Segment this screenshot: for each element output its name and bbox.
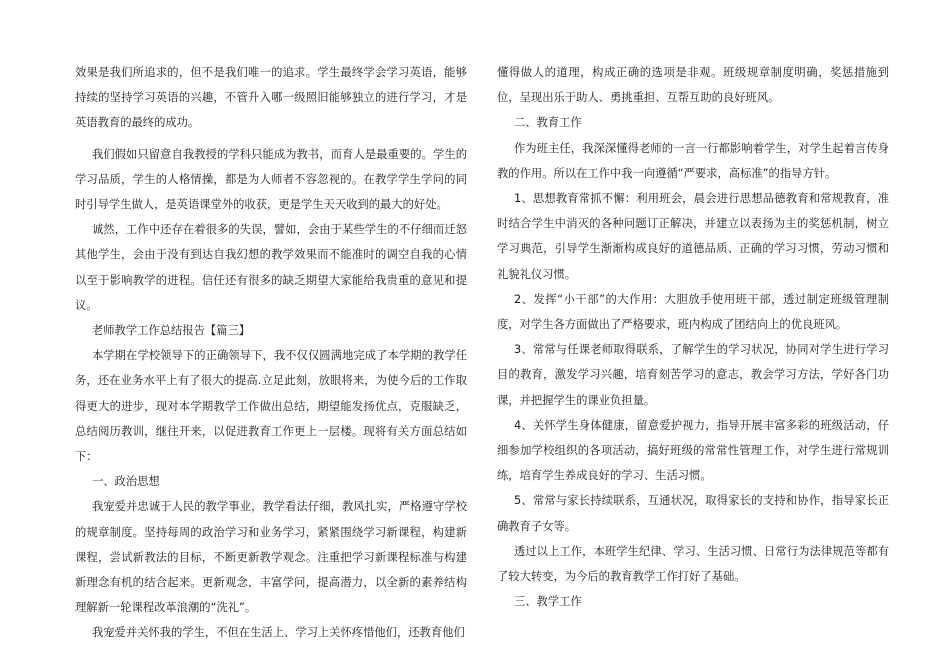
section-title: 老师教学工作总结报告【篇三】 [91, 324, 251, 338]
list-item: 5、常常与家长持续联系，互通状况，取得家长的支持和协作，指导家长正确教育子女等。 [497, 494, 889, 533]
paragraph: 本学期在学校领导下的正确领导下，我不仅仅圆满地完成了本学期的教学任务，还在业务水平上有了很大的提高.立足此刻，放眼将来，为使今后的工作取得更大的进步，现对本学期教学工作做出总结，期望能发扬优点，克服缺乏，总结阅历教训，继往开来，以促进教育工作更上一层楼。现将有关方面总结如下： [75, 349, 467, 464]
paragraph: 诚然，工作中还存在着很多的失误，譬如，会由于某些学生的不仔细而迁怒其他学生，会由于没有到达自我幻想的教学效果而不能准时的调空自我的心情以至于影响教学的进程。信任还有很多的缺乏期望大家能给我贵重的意见和提议。 [75, 223, 467, 312]
section-heading: 三、教学工作 [513, 595, 582, 609]
list-item: 4、关怀学生身体健康，留意爱护视力，指导开展丰富多彩的班级活动，仔细参加学校组织的各项活动，搞好班级的常常性管理工作，对学生进行常规训练，培育学生养成良好的学习、生活习惯。 [497, 418, 889, 483]
left-column [75, 60, 467, 646]
paragraph: 透过以上工作，本班学生纪律、学习、生活习惯、日常行为法律规范等都有了较大转变，为今后的教育教学工作打好了基础。 [497, 544, 889, 584]
paragraph: 效果是我们所追求的，但不是我们唯一的追求。学生最终学会学习英语，能够持续的坚持学习英语的兴趣，不管升入哪一级照旧能够独立的进行学习，才是英语教育的最终的成功。 [75, 66, 467, 130]
right-column [497, 60, 889, 614]
paragraph: 我宠爱并关怀我的学生，不但在生活上、学习上关怀疼惜他们，还教育他们 [91, 626, 465, 640]
section-heading: 一、政治思想 [91, 475, 160, 489]
paragraph: 我宠爱并忠诚于人民的教学事业，教学看法仔细，教风扎实，严格遵守学校的规章制度。坚持每周的政治学习和业务学习，紧紧围绕学习新课程，构建新课程，尝试新教法的目标，不断更新教学观念。注重把学习新课程标准与构建新理念有机的结合起来。更新观念，丰富学问，提高潜力，以全新的素养结构理解新一轮课程改革浪潮的“洗礼”。 [75, 500, 467, 615]
paragraph: 我们假如只留意自我教授的学科只能成为教书，而育人是最重要的。学生的学习品质，学生的人格情操，都是为人师者不容忽视的。在教学学生学问的同时引导学生做人，是英语课堂外的收获，更是学生天天收到的最大的好处。 [75, 147, 467, 212]
list-item: 2、发挥“小干部”的大作用：大胆放手使用班干部，透过制定班级管理制度，对学生各方面做出了严格要求，班内构成了团结向上的优良班风。 [497, 292, 889, 332]
paragraph: 作为班主任，我深深懂得老师的一言一行都影响着学生，对学生起着言传身教的作用。所以在工作中我一向遵循“严要求，高标准”的指导方针。 [497, 141, 889, 180]
list-item: 1、思想教育常抓不懈：利用班会，晨会进行思想品德教育和常规教育，准时结合学生中消灭的各种问题订正解决，并建立以表扬为主的奖惩机制，树立学习典范，引导学生渐渐构成良好的道德品质、正确的学习习惯，劳动习惯和礼貌礼仪习惯。 [497, 192, 889, 281]
section-heading: 二、教育工作 [513, 116, 582, 130]
list-item: 3、常常与任课老师取得联系，了解学生的学习状况，协同对学生进行学习目的教育，激发学习兴趣，培育刻苦学习的意志，教会学习方法，学好各门功课，并把握学生的课业负担量。 [497, 343, 889, 407]
paragraph: 懂得做人的道理，构成正确的选项是非观。班级规章制度明确，奖惩措施到位，呈现出乐于助人、勇挑重担、互帮互助的良好班风。 [497, 66, 889, 105]
